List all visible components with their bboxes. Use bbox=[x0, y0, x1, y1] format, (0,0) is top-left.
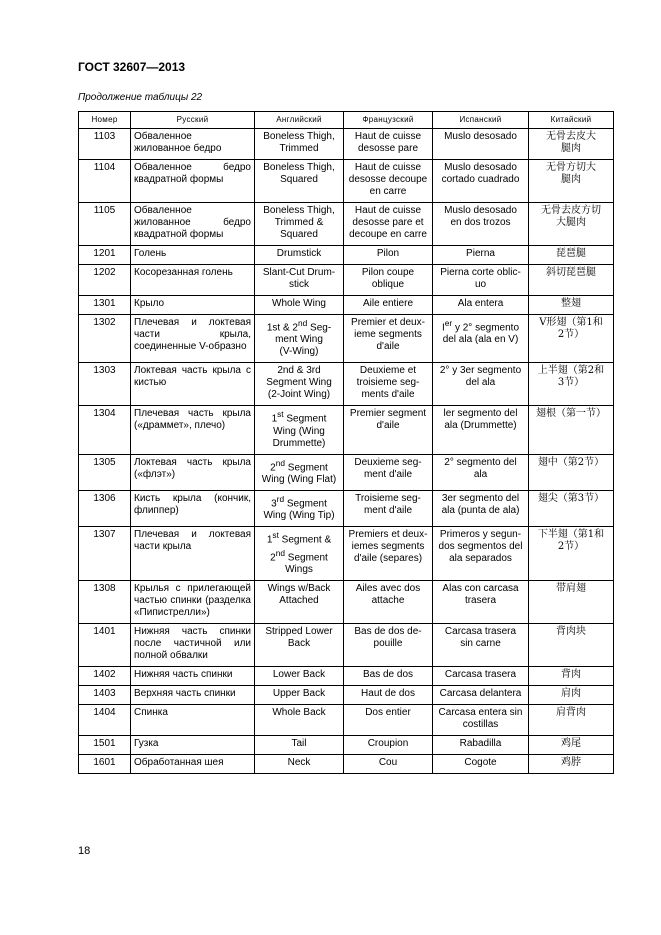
table-row bbox=[79, 363, 614, 406]
col-header-english: Английский bbox=[255, 112, 344, 129]
cell-russian: Плечевая и локтевая части крыла, соединенные V-образно bbox=[131, 315, 255, 363]
cell-english: Whole Back bbox=[255, 704, 344, 735]
cell-spanish: Carcasa delantera bbox=[433, 685, 529, 704]
cell-number: 1403 bbox=[79, 685, 131, 704]
page-number: 18 bbox=[78, 845, 91, 857]
cell-number: 1303 bbox=[79, 363, 131, 406]
cell-russian: Плечевая часть крыла («драммет», плечо) bbox=[131, 406, 255, 454]
col-header-french: Французский bbox=[344, 112, 433, 129]
cell-french: Croupion bbox=[344, 735, 433, 754]
cell-russian: Плечевая и локтевая части крыла bbox=[131, 527, 255, 581]
cell-chinese: 上半翅（第2和 3节） bbox=[529, 363, 614, 406]
table-row bbox=[79, 129, 614, 160]
cell-french: Aile entiere bbox=[344, 296, 433, 315]
cell-english: Boneless Thigh, Squared bbox=[255, 160, 344, 203]
cell-english: 1st & 2nd Seg- ment Wing (V-Wing) bbox=[255, 315, 344, 363]
cell-spanish: Ier y 2° segmento del ala (ala en V) bbox=[433, 315, 529, 363]
cell-russian: Локтевая часть крыла с кистью bbox=[131, 363, 255, 406]
col-header-chinese: Китайский bbox=[529, 112, 614, 129]
cell-number: 1304 bbox=[79, 406, 131, 454]
table-row bbox=[79, 203, 614, 246]
cell-chinese: 肩背肉 bbox=[529, 704, 614, 735]
cell-french: Deuxieme et troisieme seg- ments d'aile bbox=[344, 363, 433, 406]
cell-russian: Обработанная шея bbox=[131, 754, 255, 773]
cell-russian: Нижняя часть спинки после частичной или полной обвалки bbox=[131, 623, 255, 666]
table-row bbox=[79, 580, 614, 623]
table-row bbox=[79, 160, 614, 203]
cell-french: Haut de cuisse desosse decoupe en carre bbox=[344, 160, 433, 203]
table-row bbox=[79, 754, 614, 773]
cell-french: Haut de cuisse desosse pare bbox=[344, 129, 433, 160]
cell-number: 1103 bbox=[79, 129, 131, 160]
cell-russian: Спинка bbox=[131, 704, 255, 735]
cell-chinese: 翅根（第一节） bbox=[529, 406, 614, 454]
cell-chinese: 翅尖（第3节） bbox=[529, 490, 614, 526]
cell-spanish: Carcasa entera sin costillas bbox=[433, 704, 529, 735]
cell-russian: Обваленное жилованное бедро квадратной формы bbox=[131, 203, 255, 246]
table-caption: Продолжение таблицы 22 bbox=[78, 92, 203, 103]
table-row bbox=[79, 685, 614, 704]
cell-french: Haut de dos bbox=[344, 685, 433, 704]
cell-number: 1301 bbox=[79, 296, 131, 315]
cell-spanish: Rabadilla bbox=[433, 735, 529, 754]
cell-spanish: Primeros y segun- dos segmentos del ala separados bbox=[433, 527, 529, 581]
cell-spanish: Muslo desosado en dos trozos bbox=[433, 203, 529, 246]
cell-russian: Гузка bbox=[131, 735, 255, 754]
cell-french: Bas de dos bbox=[344, 666, 433, 685]
cell-chinese: 无骨去皮大 腿肉 bbox=[529, 129, 614, 160]
table-row bbox=[79, 406, 614, 454]
cell-number: 1201 bbox=[79, 246, 131, 265]
cell-russian: Обваленное бедро квадратной формы bbox=[131, 160, 255, 203]
cell-chinese: 背肉块 bbox=[529, 623, 614, 666]
cell-number: 1501 bbox=[79, 735, 131, 754]
cell-number: 1308 bbox=[79, 580, 131, 623]
cell-russian: Косорезанная голень bbox=[131, 265, 255, 296]
cell-chinese: 无骨去皮方切 大腿肉 bbox=[529, 203, 614, 246]
cell-english: Upper Back bbox=[255, 685, 344, 704]
cell-russian: Локтевая часть крыла («флэт») bbox=[131, 454, 255, 490]
cell-russian: Обваленное жилованное бедро bbox=[131, 129, 255, 160]
table-row bbox=[79, 666, 614, 685]
cell-russian: Верхняя часть спинки bbox=[131, 685, 255, 704]
cell-english: Stripped Lower Back bbox=[255, 623, 344, 666]
col-header-number: Номер bbox=[79, 112, 131, 129]
table-row bbox=[79, 315, 614, 363]
cell-french: Deuxieme seg- ment d'aile bbox=[344, 454, 433, 490]
cell-spanish: 2° y 3er segmento del ala bbox=[433, 363, 529, 406]
cell-chinese: 背肉 bbox=[529, 666, 614, 685]
cell-number: 1305 bbox=[79, 454, 131, 490]
cell-french: Bas de dos de- pouille bbox=[344, 623, 433, 666]
col-header-russian: Русский bbox=[131, 112, 255, 129]
table-row bbox=[79, 454, 614, 490]
cell-chinese: 下半翅（第1和 2节） bbox=[529, 527, 614, 581]
col-header-spanish: Испанский bbox=[433, 112, 529, 129]
cell-spanish: Carcasa trasera sin carne bbox=[433, 623, 529, 666]
cell-english: 2nd & 3rd Segment Wing (2-Joint Wing) bbox=[255, 363, 344, 406]
cell-number: 1402 bbox=[79, 666, 131, 685]
table-body bbox=[79, 129, 614, 774]
cell-russian: Крыло bbox=[131, 296, 255, 315]
cell-chinese: 翅中（第2节） bbox=[529, 454, 614, 490]
cell-number: 1302 bbox=[79, 315, 131, 363]
cell-french: Haut de cuisse desosse pare et decoupe en carre bbox=[344, 203, 433, 246]
cell-french: Premier et deux- ieme segments d'aile bbox=[344, 315, 433, 363]
cell-number: 1401 bbox=[79, 623, 131, 666]
table-row bbox=[79, 735, 614, 754]
table-row bbox=[79, 623, 614, 666]
cell-french: Pilon bbox=[344, 246, 433, 265]
cell-english: Neck bbox=[255, 754, 344, 773]
cell-spanish: Ala entera bbox=[433, 296, 529, 315]
cell-english: Boneless Thigh, Trimmed bbox=[255, 129, 344, 160]
cell-french: Troisieme seg- ment d'aile bbox=[344, 490, 433, 526]
cell-english: 1st Segment Wing (Wing Drummette) bbox=[255, 406, 344, 454]
table-row bbox=[79, 296, 614, 315]
cell-english: Drumstick bbox=[255, 246, 344, 265]
cell-russian: Крылья с прилегающей частью спинки (разделка «Пипистрелли») bbox=[131, 580, 255, 623]
cell-number: 1601 bbox=[79, 754, 131, 773]
table-row bbox=[79, 490, 614, 526]
cell-number: 1105 bbox=[79, 203, 131, 246]
cell-number: 1404 bbox=[79, 704, 131, 735]
table-row bbox=[79, 704, 614, 735]
cell-number: 1307 bbox=[79, 527, 131, 581]
cell-chinese: 带肩翅 bbox=[529, 580, 614, 623]
cell-spanish: Cogote bbox=[433, 754, 529, 773]
cell-spanish: Carcasa trasera bbox=[433, 666, 529, 685]
cell-french: Pilon coupe oblique bbox=[344, 265, 433, 296]
cell-russian: Кисть крыла (кончик, флиппер) bbox=[131, 490, 255, 526]
cell-chinese: 肩肉 bbox=[529, 685, 614, 704]
table-header-row bbox=[79, 112, 614, 129]
cell-french: Premiers et deux- iemes segments d'aile (separes) bbox=[344, 527, 433, 581]
cell-chinese: 鸡尾 bbox=[529, 735, 614, 754]
cell-russian: Нижняя часть спинки bbox=[131, 666, 255, 685]
cell-chinese: 整翅 bbox=[529, 296, 614, 315]
cell-spanish: Alas con carcasa trasera bbox=[433, 580, 529, 623]
cell-russian: Голень bbox=[131, 246, 255, 265]
cell-spanish: Pierna corte oblic- uo bbox=[433, 265, 529, 296]
cell-english: Wings w/Back Attached bbox=[255, 580, 344, 623]
cell-english: 1st Segment & 2nd Segment Wings bbox=[255, 527, 344, 581]
cell-chinese: 鸡脖 bbox=[529, 754, 614, 773]
translation-table bbox=[78, 111, 614, 774]
cell-english: Whole Wing bbox=[255, 296, 344, 315]
cell-french: Dos entier bbox=[344, 704, 433, 735]
cell-spanish: Pierna bbox=[433, 246, 529, 265]
cell-chinese: V形翅（第1和 2节） bbox=[529, 315, 614, 363]
cell-number: 1306 bbox=[79, 490, 131, 526]
cell-english: 3rd Segment Wing (Wing Tip) bbox=[255, 490, 344, 526]
cell-french: Cou bbox=[344, 754, 433, 773]
cell-english: Tail bbox=[255, 735, 344, 754]
cell-number: 1104 bbox=[79, 160, 131, 203]
cell-spanish: ler segmento del ala (Drummette) bbox=[433, 406, 529, 454]
table-row bbox=[79, 246, 614, 265]
table-row bbox=[79, 527, 614, 581]
cell-spanish: Muslo desosado cortado cuadrado bbox=[433, 160, 529, 203]
cell-english: 2nd Segment Wing (Wing Flat) bbox=[255, 454, 344, 490]
cell-spanish: 2° segmento del ala bbox=[433, 454, 529, 490]
cell-number: 1202 bbox=[79, 265, 131, 296]
cell-english: Slant-Cut Drum- stick bbox=[255, 265, 344, 296]
cell-english: Boneless Thigh, Trimmed & Squared bbox=[255, 203, 344, 246]
table-row bbox=[79, 265, 614, 296]
cell-chinese: 琵琶腿 bbox=[529, 246, 614, 265]
cell-french: Premier segment d'aile bbox=[344, 406, 433, 454]
cell-french: Ailes avec dos attache bbox=[344, 580, 433, 623]
cell-spanish: 3er segmento del ala (punta de ala) bbox=[433, 490, 529, 526]
cell-spanish: Muslo desosado bbox=[433, 129, 529, 160]
cell-chinese: 无骨方切大 腿肉 bbox=[529, 160, 614, 203]
document-header: ГОСТ 32607—2013 bbox=[78, 60, 186, 74]
cell-english: Lower Back bbox=[255, 666, 344, 685]
cell-chinese: 斜切琵琶腿 bbox=[529, 265, 614, 296]
